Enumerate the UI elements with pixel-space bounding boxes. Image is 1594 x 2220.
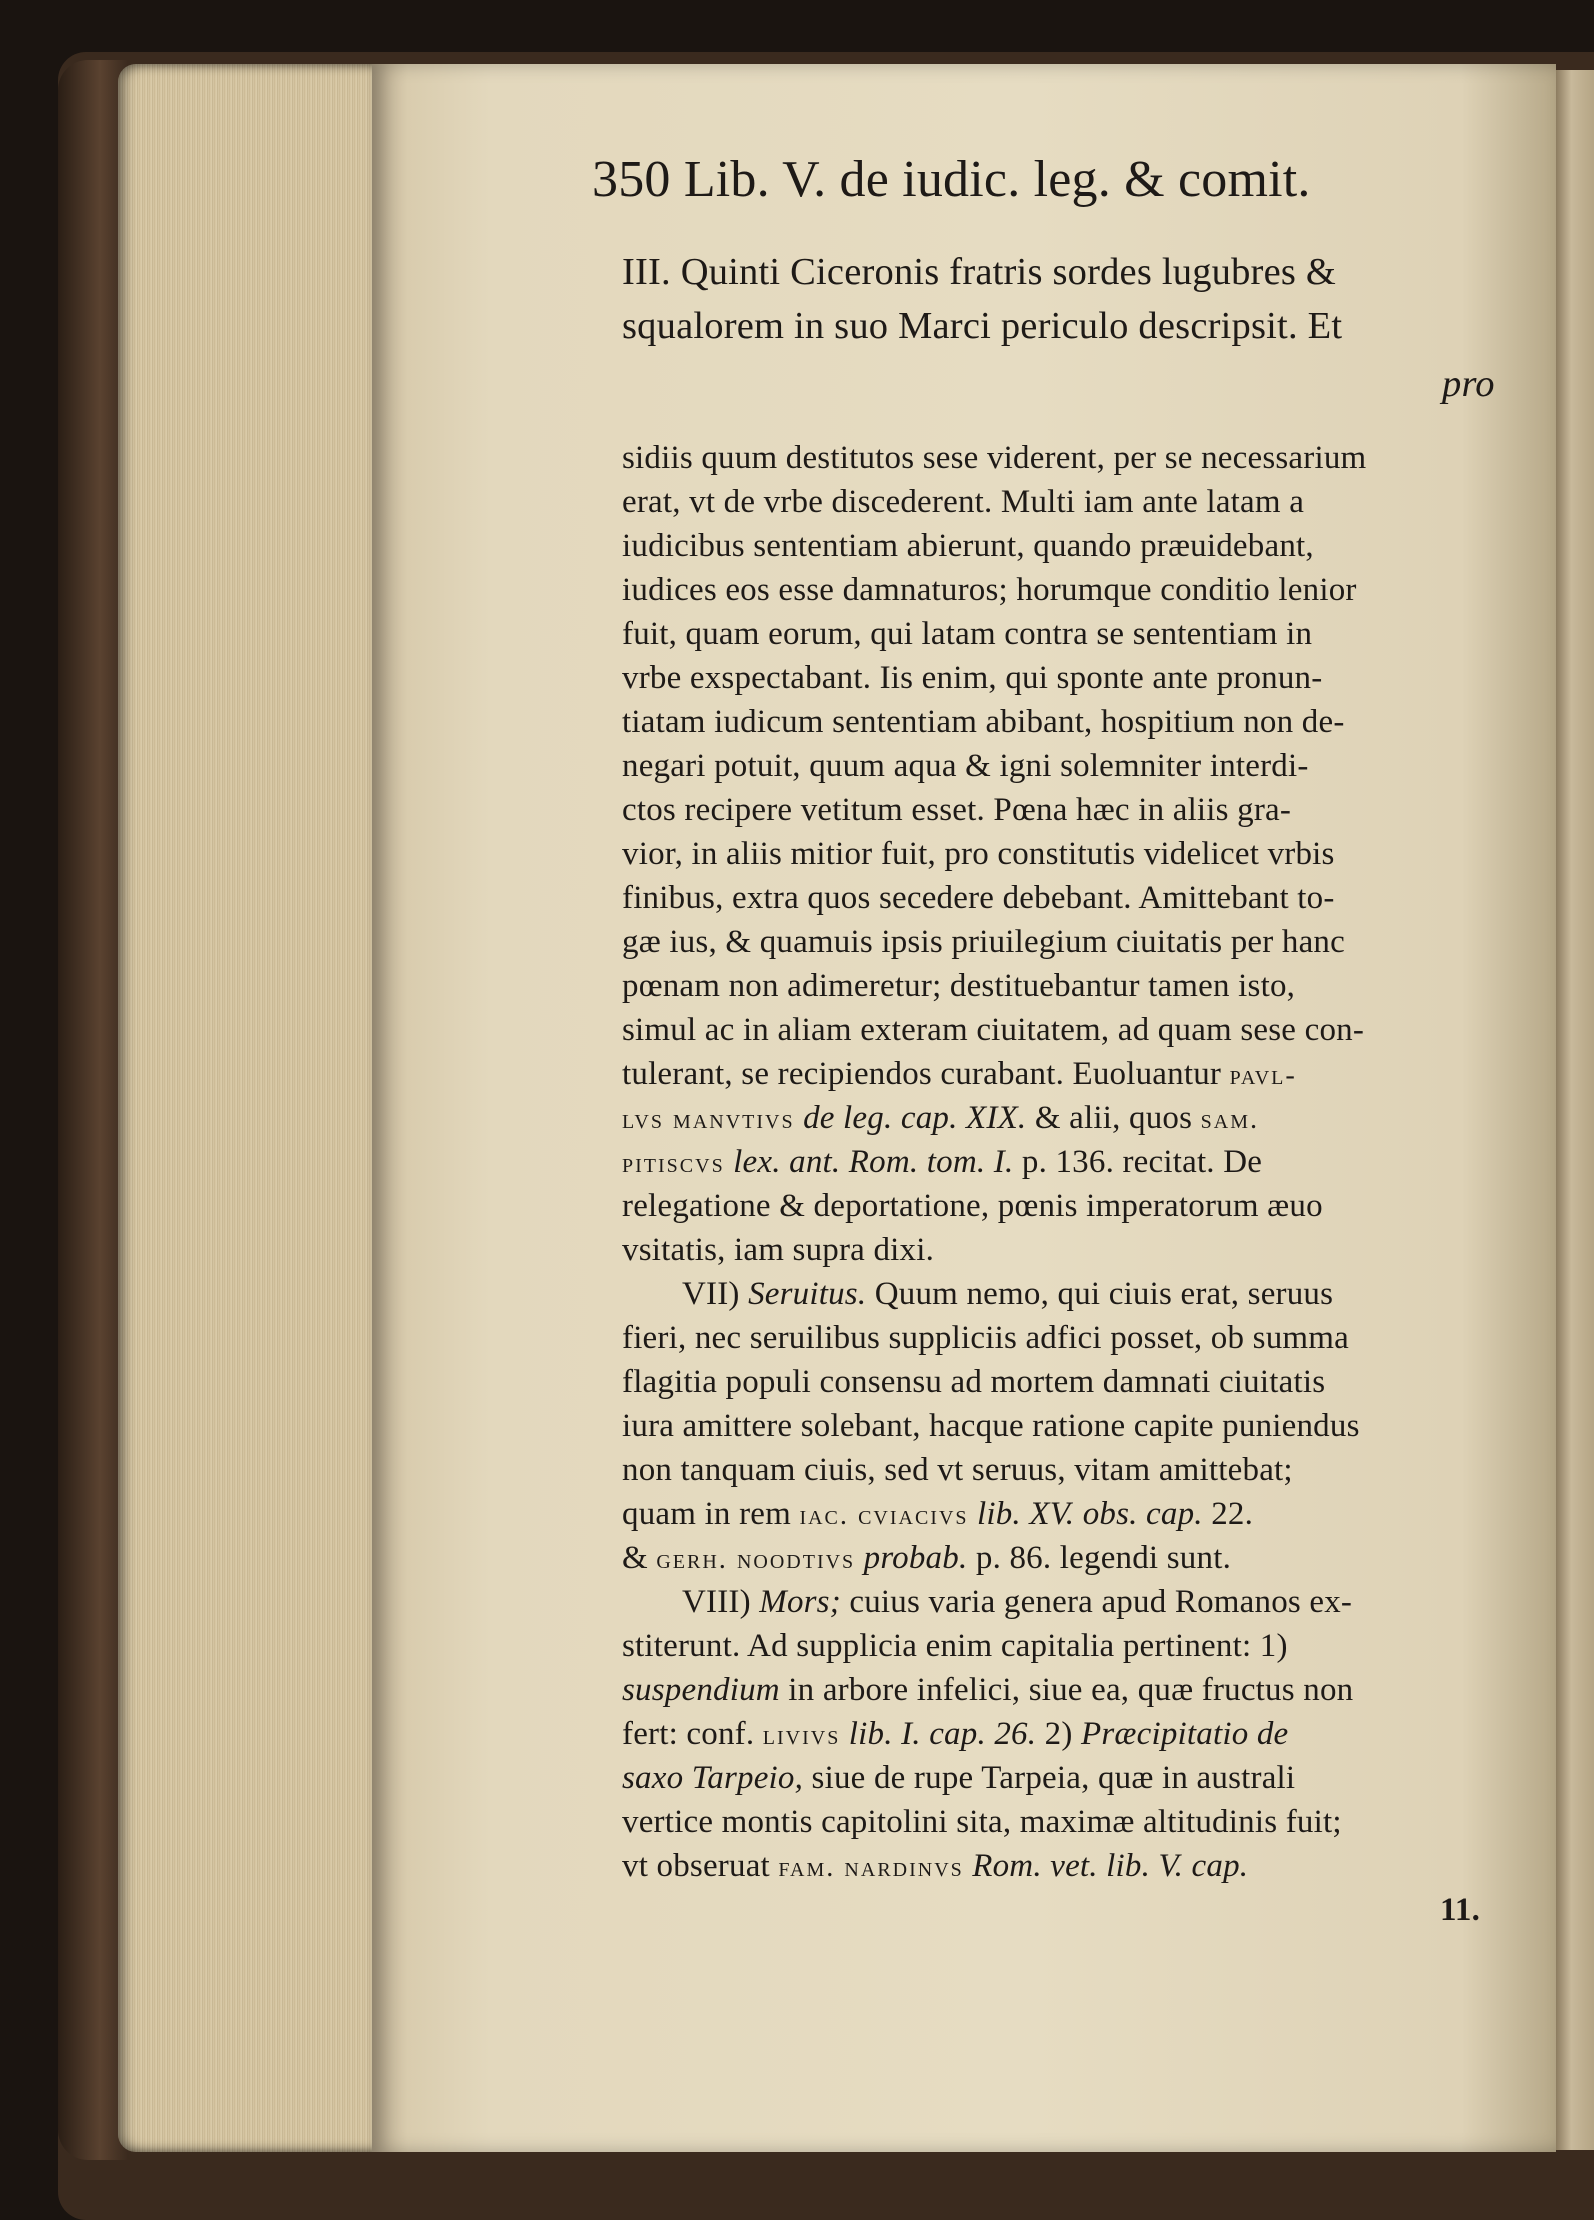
- text-line: [682, 1276, 1333, 1313]
- text-line: vsitatis, iam supra dixi.: [622, 1232, 935, 1268]
- author-name: lvs manvtivs: [622, 1104, 795, 1135]
- author-name: pavl-: [1229, 1060, 1297, 1091]
- text-line: ctos recipere vetitum esset. Pœna hæc in aliis gra-: [622, 792, 1292, 828]
- section-number: VIII): [682, 1584, 751, 1620]
- text-span: quam in rem: [622, 1496, 791, 1532]
- text-line: [622, 1540, 1231, 1577]
- text-span: vt obseruat: [622, 1848, 770, 1884]
- upper-text-line: squalorem in suo Marci periculo descripsit. Et: [622, 305, 1343, 347]
- text-span: 22.: [1211, 1496, 1254, 1532]
- citation: de leg. cap. XIX.: [803, 1100, 1027, 1136]
- citation: lex. ant. Rom. tom. I.: [733, 1144, 1014, 1180]
- running-title: Lib. V. de iudic. leg. & comit.: [683, 151, 1311, 208]
- text-line: [622, 1760, 1295, 1797]
- text-span: siue de rupe Tarpeia, quæ in australi: [811, 1760, 1296, 1796]
- author-name: fam. nardinvs: [778, 1852, 964, 1883]
- emphasis: Præcipitatio de: [1081, 1716, 1289, 1752]
- author-name: gerh. noodtivs: [656, 1544, 856, 1575]
- text-line: [682, 1584, 1352, 1621]
- text-line: iudicibus sententiam abierunt, quando præuidebant,: [622, 528, 1314, 564]
- text-line: relegatione & deportatione, pœnis imperatorum æuo: [622, 1188, 1323, 1224]
- text-span: tulerant, se recipiendos curabant. Euoluantur: [622, 1056, 1222, 1092]
- text-line: vertice montis capitolini sita, maximæ altitudinis fuit;: [622, 1804, 1342, 1840]
- citation: lib. XV. obs. cap.: [977, 1496, 1203, 1532]
- text-span: p. 136. recitat. De: [1021, 1144, 1263, 1180]
- text-line: [622, 1716, 1288, 1753]
- author-name: iac. cviacivs: [799, 1500, 969, 1531]
- text-span: cuius varia genera apud Romanos ex-: [849, 1584, 1353, 1620]
- text-line: fuit, quam eorum, qui latam contra se sententiam in: [622, 616, 1313, 652]
- citation: Rom. vet. lib. V. cap.: [972, 1848, 1249, 1884]
- text-line: [622, 1672, 1353, 1709]
- text-line: vior, in aliis mitior fuit, pro constitutis videlicet vrbis: [622, 836, 1335, 872]
- page-edges: [118, 64, 380, 2152]
- text-span: &: [622, 1540, 648, 1576]
- running-header: [592, 150, 1311, 209]
- text-line: [622, 1100, 1259, 1137]
- text-span: Quum nemo, qui ciuis erat, seruus: [874, 1276, 1334, 1312]
- text-line: finibus, extra quos secedere debebant. Amittebant to-: [622, 880, 1335, 916]
- text-line: iudices eos esse damnaturos; horumque conditio lenior: [622, 572, 1357, 608]
- catchword: pro: [1442, 363, 1495, 405]
- text-line: non tanquam ciuis, sed vt seruus, vitam amittebat;: [622, 1452, 1293, 1488]
- page-number: 350: [592, 151, 671, 208]
- text-line: stiterunt. Ad supplicia enim capitalia pertinent: 1): [622, 1628, 1288, 1664]
- text-line: simul ac in aliam exteram ciuitatem, ad quam sese con-: [622, 1012, 1365, 1048]
- emphasis: saxo Tarpeio,: [622, 1760, 804, 1796]
- upper-text-line: III. Quinti Ciceronis fratris sordes lugubres &: [622, 251, 1337, 293]
- author-name: pitiscvs: [622, 1148, 725, 1179]
- text-span: p. 86. legendi sunt.: [975, 1540, 1232, 1576]
- author-name: livivs: [762, 1720, 841, 1751]
- emphasis: suspendium: [622, 1672, 780, 1708]
- text-line: flagitia populi consensu ad mortem damnati ciuitatis: [622, 1364, 1326, 1400]
- section-title: Seruitus.: [748, 1276, 867, 1312]
- text-line: tiatam iudicum sententiam abibant, hospitium non de-: [622, 704, 1345, 740]
- text-span: fert: conf.: [622, 1716, 755, 1752]
- text-line: vrbe exspectabant. Iis enim, qui sponte ante pronun-: [622, 660, 1323, 696]
- text-line: iura amittere solebant, hacque ratione capite puniendus: [622, 1408, 1360, 1444]
- text-line: sidiis quum destitutos sese viderent, per se necessarium: [622, 440, 1367, 476]
- citation: probab.: [863, 1540, 968, 1576]
- catchword: 11.: [1440, 1892, 1481, 1928]
- text-line: gæ ius, & quamuis ipsis priuilegium ciuitatis per hanc: [622, 924, 1345, 960]
- section-title: Mors;: [759, 1584, 841, 1620]
- facing-page-edge: [1556, 70, 1594, 2150]
- text-span: 2): [1044, 1716, 1073, 1752]
- author-name: sam.: [1200, 1104, 1260, 1135]
- text-span: & alii, quos: [1034, 1100, 1193, 1136]
- text-line: negari potuit, quum aqua & igni solemniter interdi-: [622, 748, 1309, 784]
- text-line: fieri, nec seruilibus suppliciis adfici posset, ob summa: [622, 1320, 1349, 1356]
- text-line: [622, 1056, 1297, 1093]
- text-line: [622, 1144, 1262, 1181]
- text-line: erat, vt de vrbe discederent. Multi iam ante latam a: [622, 484, 1305, 520]
- text-line: [622, 1496, 1253, 1533]
- text-line: pœnam non adimeretur; destituebantur tamen isto,: [622, 968, 1296, 1004]
- text-line: [622, 1848, 1248, 1885]
- text-span: in arbore infelici, siue ea, quæ fructus non: [788, 1672, 1354, 1708]
- section-number: VII): [682, 1276, 740, 1312]
- citation: lib. I. cap. 26.: [848, 1716, 1037, 1752]
